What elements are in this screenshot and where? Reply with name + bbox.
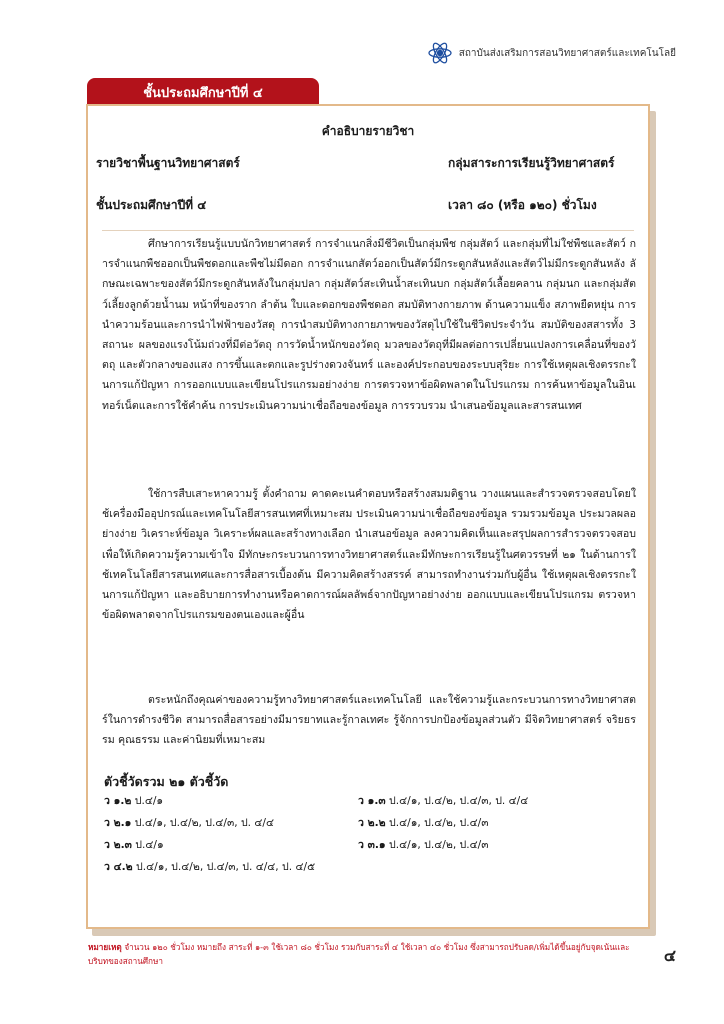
- indicator-values: ป.๔/๑, ป.๔/๒, ป.๔/๓, ป. ๔/๔: [389, 795, 529, 807]
- indicator-code: ว ๓.๑: [358, 839, 386, 851]
- description-paragraph-1: ศึกษาการเรียนรู้แบบนักวิทยาศาสตร์ การจำแนกสิ่งมีชีวิตเป็นกลุ่มพืช กลุ่มสัตว์ และกลุ่มที่ไม่ใช่พืชและสัตว์ การจำแนกพืชออกเป็นพืชดอกและพืชไม่มีดอก การจำแนกสัตว์ออกเป็นสัตว์มีกระดูกสันหลังและสัตว์ไม่มีกระดูกสันหลัง ลักษณะเฉพาะของสัตว์มีกระดูกสันหลังในกลุ่มปลา กลุ่มสัตว์สะเทินน้ำสะเทินบก กลุ่มสัตว์เลื้อยคลาน กลุ่มนก และกลุ่มสัตว์เลี้ยงลูกด้วยน้ำนม หน้าที่ของราก ลำต้น ใบและดอกของพืชดอก สมบัติทางกายภาพ ด้านความแข็ง สภาพยืดหยุ่น การนำความร้อนและการนำไฟฟ้าของวัสดุ การนำสมบัติทางกายภาพของวัสดุไปใช้ในชีวิตประจำวัน สมบัติของสสารทั้ง 3 สถานะ ผลของแรงโน้มถ่วงที่มีต่อวัตถุ การวัดน้ำหนักของวัตถุ มวลของวัตถุที่มีผลต่อการเปลี่ยนแปลงการเคลื่อนที่ของวัตถุ และตัวกลางของแสง การขึ้นและตกและรูปร่างดวงจันทร์ และองค์ประกอบของระบบสุริยะ การใช้เหตุผลเชิงตรรกะในการแก้ปัญหา การออกแบบและเขียนโปรแกรมอย่างง่าย การตรวจหาข้อผิดพลาดในโปรแกรม การค้นหาข้อมูลในอินเทอร์เน็ตและการใช้คำค้น การประเมินความน่าเชื่อถือของข้อมูล การรวบรวม นำเสนอข้อมูลและสารสนเทศ: [102, 238, 636, 412]
- indicators-title: ตัวชี้วัดรวม ๒๑ ตัวชี้วัด: [104, 774, 229, 789]
- grade-tab: ชั้นประถมศึกษาปีที่ ๔: [87, 78, 319, 106]
- ipst-atom-logo-icon: [427, 40, 453, 66]
- card-title: คำอธิบายรายวิชา: [321, 124, 415, 138]
- indicator-code: ว ๒.๒: [358, 817, 386, 829]
- indicator-item: [358, 792, 634, 810]
- description-paragraph-3: ตระหนักถึงคุณค่าของความรู้ทางวิทยาศาสตร์และเทคโนโลยี และใช้ความรู้และกระบวนการทางวิทยาศาสตร์ในการดำรงชีวิต สามารถสื่อสารอย่างมีมารยาทและรู้กาลเทศะ รู้จักการปกป้องข้อมูลส่วนตัว มีจิตวิทยาศาสตร์ จริยธรรม คุณธรรม และค่านิยมที่เหมาะสม: [102, 694, 636, 747]
- indicator-item: [104, 836, 358, 854]
- indicator-values: ป.๔/๑: [134, 795, 164, 807]
- indicator-item: [104, 814, 358, 832]
- page-header: [427, 40, 676, 66]
- page-number: ๔: [663, 946, 676, 965]
- indicator-code: ว ๑.๒: [104, 795, 132, 807]
- description-paragraph-2: ใช้การสืบเสาะหาความรู้ ตั้งคำถาม คาดคะเนคำตอบหรือสร้างสมมติฐาน วางแผนและสำรวจตรวจสอบโดยใช้เครื่องมืออุปกรณ์และเทคโนโลยีสารสนเทศที่เหมาะสม ประเมินความน่าเชื่อถือของข้อมูล รวมรวมข้อมูล ประมวลผลอย่างง่าย วิเคราะห์ข้อมูล วิเคราะห์ผลและสร้างทางเลือก นำเสนอข้อมูล ลงความคิดเห็นและสรุปผลการสำรวจตรวจสอบ เพื่อให้เกิดความรู้ความเข้าใจ มีทักษะกระบวนการทางวิทยาศาสตร์และมีทักษะการเรียนรู้ในศตวรรษที่ ๒๑ ในด้านการใช้เทคโนโลยีสารสนเทศและการสื่อสารเบื้องต้น มีความคิดสร้างสรรค์ สามารถทำงานร่วมกับผู้อื่น ใช้เหตุผลเชิงตรรกะในการแก้ปัญหา และอธิบายการทำงานหรือคาดการณ์ผลลัพธ์จากปัญหาอย่างง่าย ออกแบบและเขียนโปรแกรม ตรวจหาข้อผิดพลาดจากโปรแกรมของตนเองและผู้อื่น: [102, 488, 636, 622]
- indicator-values: ป.๔/๑, ป.๔/๒, ป.๔/๓, ป. ๔/๔: [134, 817, 275, 829]
- indicator-code: ว ๒.๑: [104, 817, 132, 829]
- indicator-item: [358, 814, 634, 832]
- indicator-values: ป.๔/๑: [135, 839, 164, 851]
- indicator-item: [358, 836, 634, 854]
- footnote-label: หมายเหตุ: [88, 942, 122, 952]
- footnote-text: จำนวน ๑๒๐ ชั่วโมง หมายถึง สาระที่ ๑-๓ ใช้เวลา ๘๐ ชั่วโมง รวมกับสาระที่ ๔ ใช้เวลา ๔๐ ชั่วโมง ซึ่งสามารถปรับลด/เพิ่มได้ขึ้นอยู่กับจุดเน้นและบริบทของสถานศึกษา: [88, 942, 630, 966]
- indicator-item: [104, 858, 634, 876]
- indicator-values: ป.๔/๑, ป.๔/๒, ป.๔/๓: [389, 817, 489, 829]
- footnote: [88, 940, 636, 968]
- course-duration: เวลา ๘๐ (หรือ ๑๒๐) ชั่วโมง: [448, 198, 597, 212]
- indicator-code: ว ๑.๓: [358, 795, 386, 807]
- indicator-values: ป.๔/๑, ป.๔/๒, ป.๔/๓: [389, 839, 489, 851]
- divider: [102, 230, 634, 231]
- indicators-list: [104, 792, 634, 876]
- indicator-item: [104, 792, 358, 810]
- indicator-code: ว ๔.๒: [104, 861, 133, 873]
- indicator-code: ว ๒.๓: [104, 839, 132, 851]
- subject-name: รายวิชาพื้นฐานวิทยาศาสตร์: [96, 156, 240, 170]
- learning-area: กลุ่มสาระการเรียนรู้วิทยาศาสตร์: [448, 156, 615, 170]
- course-description-card: [86, 104, 650, 929]
- grade-level: ชั้นประถมศึกษาปีที่ ๔: [96, 198, 207, 212]
- indicator-values: ป.๔/๑, ป.๔/๒, ป.๔/๓, ป. ๔/๔, ป. ๔/๕: [136, 861, 316, 873]
- org-name: สถาบันส่งเสริมการสอนวิทยาศาสตร์และเทคโนโลยี: [458, 47, 676, 59]
